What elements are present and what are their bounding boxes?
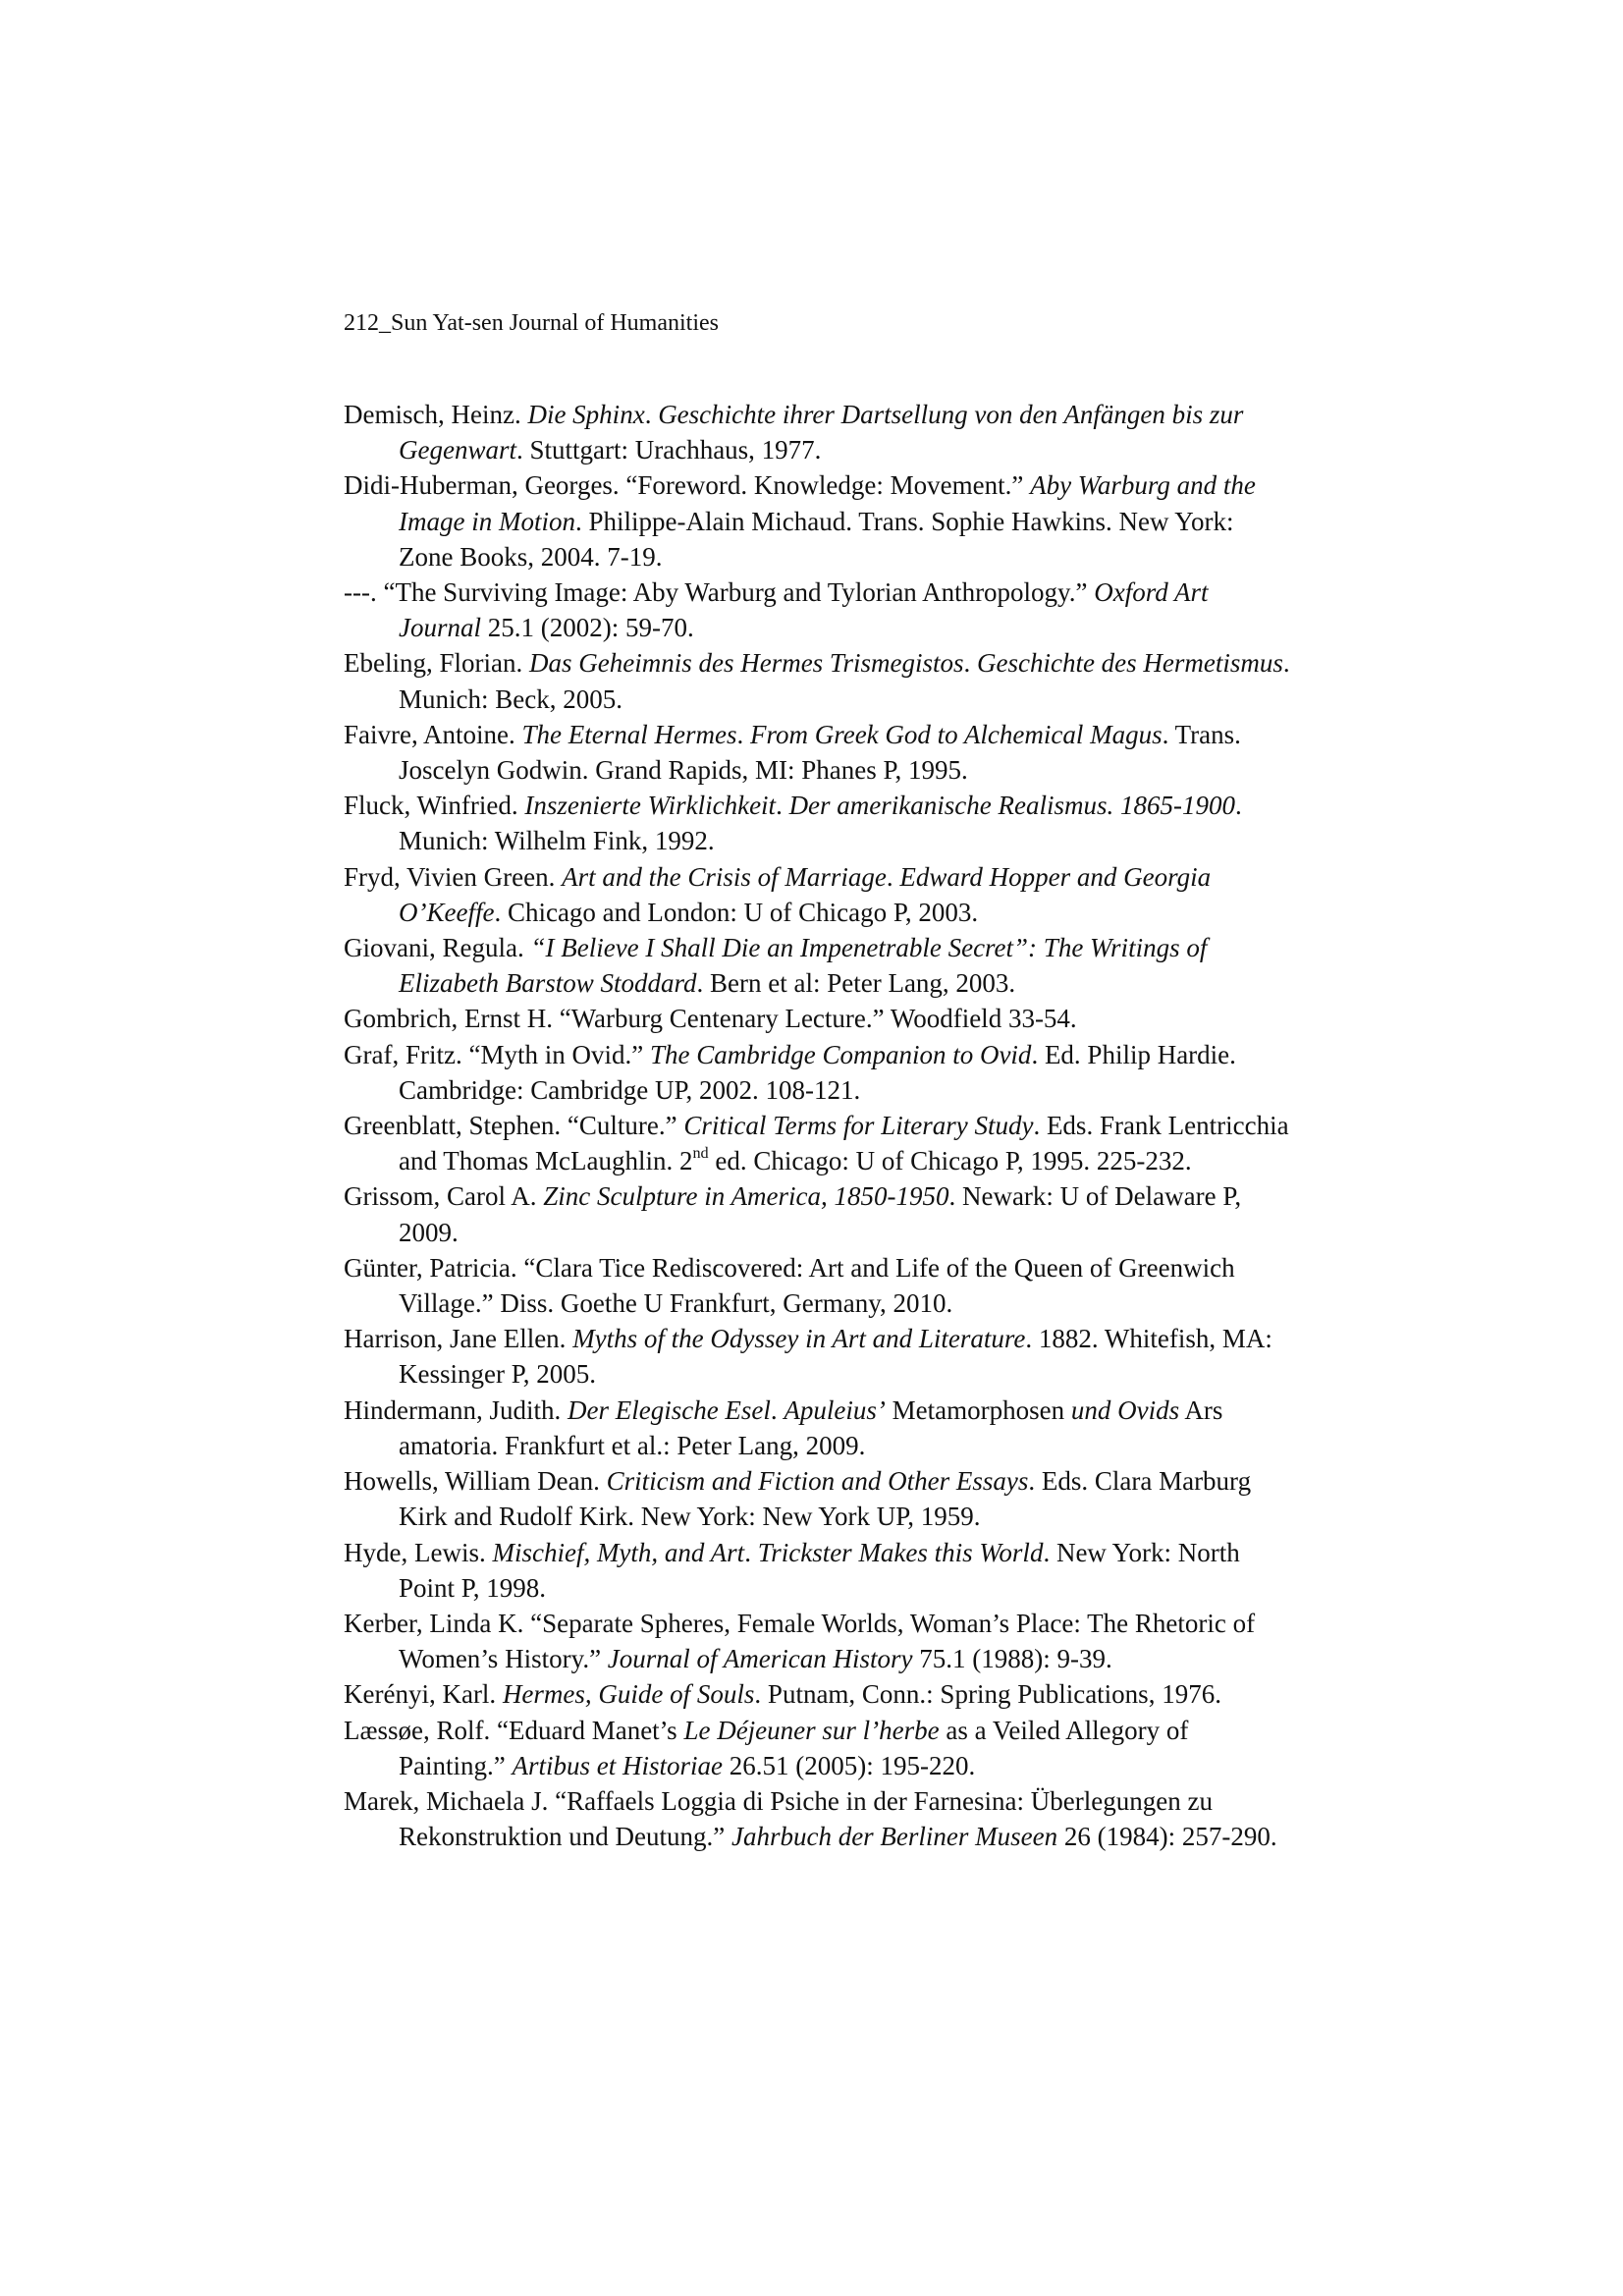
reference-text: . New York: North Point P, 1998. [399,1537,1240,1603]
reference-text: . [770,1394,784,1425]
reference-text: 75.1 (1988): 9-39. [912,1644,1112,1674]
reference-entry [344,1037,1291,1108]
reference-entry [344,1463,1291,1534]
reference-text: Gombrich, Ernst H. “Warburg Centenary Lecture.” Woodfield 33-54. [344,1004,1077,1034]
italic-title: Artibus et Historiae [512,1750,723,1780]
italic-title: Edward Hopper and Georgia O’Keeffe [399,861,1212,927]
reference-text: Marek, Michaela J. “Raffaels Loggia di Psiche in der Farnesina: Überlegungen zu Rekonstruktion und Deutung.” [344,1785,1213,1852]
reference-text: Læssøe, Rolf. “Eduard Manet’s [344,1715,684,1745]
reference-text: Ebeling, Florian. [344,648,529,679]
reference-text: . [736,719,750,749]
reference-text: . Chicago and London: U of Chicago P, 2003. [494,897,979,927]
italic-title: From Greek God to Alchemical Magus [749,719,1163,749]
reference-text: 26 (1984): 257-290. [1057,1822,1277,1852]
reference-text: . Newark: U of Delaware P, 2009. [399,1181,1242,1247]
italic-title: Aby Warburg and the Image in Motion [399,470,1256,536]
reference-entry [344,1676,1291,1712]
reference-entry [344,1108,1291,1178]
italic-title: Journal of American History [607,1644,913,1674]
reference-entry [344,1713,1291,1783]
italic-title: Jahrbuch der Berliner Museen [730,1822,1058,1852]
reference-text: Howells, William Dean. [344,1466,607,1497]
reference-text: . Munich: Beck, 2005. [399,648,1290,714]
italic-title: Apuleius’ [784,1394,886,1425]
reference-text: . [963,648,977,679]
reference-text: Metamorphosen [885,1394,1071,1425]
italic-title: “I Believe I Shall Die an Impenetrable Secret”: The Writings of Elizabeth Barstow Stoddard [399,933,1208,999]
reference-entry [344,859,1291,930]
reference-entry [344,467,1291,574]
italic-title: Criticism and Fiction and Other Essays [606,1466,1029,1497]
reference-text: . Philippe-Alain Michaud. Trans. Sophie Hawkins. New York: Zone Books, 2004. 7-19. [399,506,1234,572]
reference-text: Ars amatoria. Frankfurt et al.: Peter Lang, 2009. [399,1394,1223,1460]
reference-text: . Eds. Frank Lentricchia and Thomas McLaughlin. 2 [399,1111,1289,1176]
reference-text: Hindermann, Judith. [344,1394,568,1425]
reference-text: 26.51 (2005): 195-220. [723,1750,976,1780]
reference-text: . [776,791,789,821]
reference-text: . Eds. Clara Marburg Kirk and Rudolf Kirk. New York: New York UP, 1959. [399,1466,1252,1532]
reference-entry [344,788,1291,858]
reference-entry [344,645,1291,716]
reference-text: Fluck, Winfried. [344,791,525,821]
reference-text: Giovani, Regula. [344,933,531,963]
reference-entry [344,1606,1291,1676]
italic-title: Hermes, Guide of Souls [502,1679,755,1710]
reference-text: ---. “The Surviving Image: Aby Warburg and Tylorian Anthropology.” [344,577,1095,608]
italic-title: Oxford Art Journal [399,577,1209,643]
italic-title: The Cambridge Companion to Ovid [649,1039,1032,1069]
reference-entry [344,397,1291,467]
reference-text: . Munich: Wilhelm Fink, 1992. [399,791,1242,856]
reference-text: . Ed. Philip Hardie. Cambridge: Cambridge UP, 2002. 108-121. [399,1039,1236,1105]
reference-entry [344,574,1291,645]
reference-text: . Trans. Joscelyn Godwin. Grand Rapids, MI: Phanes P, 1995. [399,719,1241,786]
reference-text: Greenblatt, Stephen. “Culture.” [344,1111,684,1141]
reference-text: Demisch, Heinz. [344,400,528,429]
italic-title: Mischief, Myth, and Art [492,1537,745,1567]
reference-entry [344,1250,1291,1321]
reference-text: Günter, Patricia. “Clara Tice Rediscovered: Art and Life of the Queen of Greenwich Village.” Diss. Goethe U Frankfurt, Germany, 2010. [344,1252,1235,1319]
superscript-text: nd [692,1144,709,1163]
reference-text: . [744,1537,758,1567]
reference-entry [344,1393,1291,1463]
reference-entry [344,1178,1291,1249]
italic-title: Inszenierte Wirklichkeit [524,791,777,821]
reference-text: Harrison, Jane Ellen. [344,1324,573,1354]
italic-title: Critical Terms for Literary Study [683,1111,1034,1141]
italic-title: Das Geheimnis des Hermes Trismegistos [528,648,964,679]
reference-text: Graf, Fritz. “Myth in Ovid.” [344,1039,650,1069]
running-head: 212_Sun Yat-sen Journal of Humanities [344,310,719,336]
reference-text: Kerényi, Karl. [344,1679,503,1710]
italic-title: Geschichte des Hermetismus [976,648,1283,679]
reference-list [344,397,1291,1854]
reference-text: Faivre, Antoine. [344,719,522,749]
italic-title: The Eternal Hermes [521,719,737,749]
italic-title: Der amerikanische Realismus. 1865-1900 [788,791,1235,821]
reference-text: . 1882. Whitefish, MA: Kessinger P, 2005. [399,1324,1272,1390]
reference-text: . Stuttgart: Urachhaus, 1977. [515,435,822,465]
reference-text: . [644,400,659,429]
italic-title: Die Sphinx [527,400,645,429]
reference-text: . Bern et al: Peter Lang, 2003. [696,968,1016,999]
italic-title: Geschichte ihrer Dartsellung von den Anfängen bis zur Gegenwart [399,400,1244,465]
reference-text: Didi-Huberman, Georges. “Foreword. Knowledge: Movement.” [344,470,1031,501]
reference-entry [344,1783,1291,1854]
italic-title: Zinc Sculpture in America, 1850-1950 [543,1181,949,1212]
italic-title: Trickster Makes this World [757,1537,1044,1567]
reference-text: Fryd, Vivien Green. [344,861,563,892]
italic-title: Der Elegische Esel [567,1394,771,1425]
reference-entry [344,1001,1291,1036]
italic-title: Myths of the Odyssey in Art and Literature [572,1324,1026,1354]
italic-title: Art and the Crisis of Marriage [562,861,887,892]
reference-text: Kerber, Linda K. “Separate Spheres, Female Worlds, Woman’s Place: The Rhetoric of Women’s History.” [344,1608,1256,1674]
reference-text: . [886,861,900,892]
reference-entry [344,1535,1291,1606]
reference-text: ed. Chicago: U of Chicago P, 1995. 225-232. [708,1146,1192,1176]
reference-entry [344,930,1291,1001]
reference-text: 25.1 (2002): 59-70. [481,613,694,643]
reference-entry [344,1321,1291,1392]
reference-text: . Putnam, Conn.: Spring Publications, 1976. [754,1679,1221,1710]
reference-text: Grissom, Carol A. [344,1181,544,1212]
reference-text: as a Veiled Allegory of Painting.” [399,1715,1189,1780]
reference-text: Hyde, Lewis. [344,1537,493,1567]
italic-title: Le Déjeuner sur l’herbe [683,1715,940,1745]
reference-entry [344,717,1291,788]
italic-title: und Ovids [1070,1394,1180,1425]
